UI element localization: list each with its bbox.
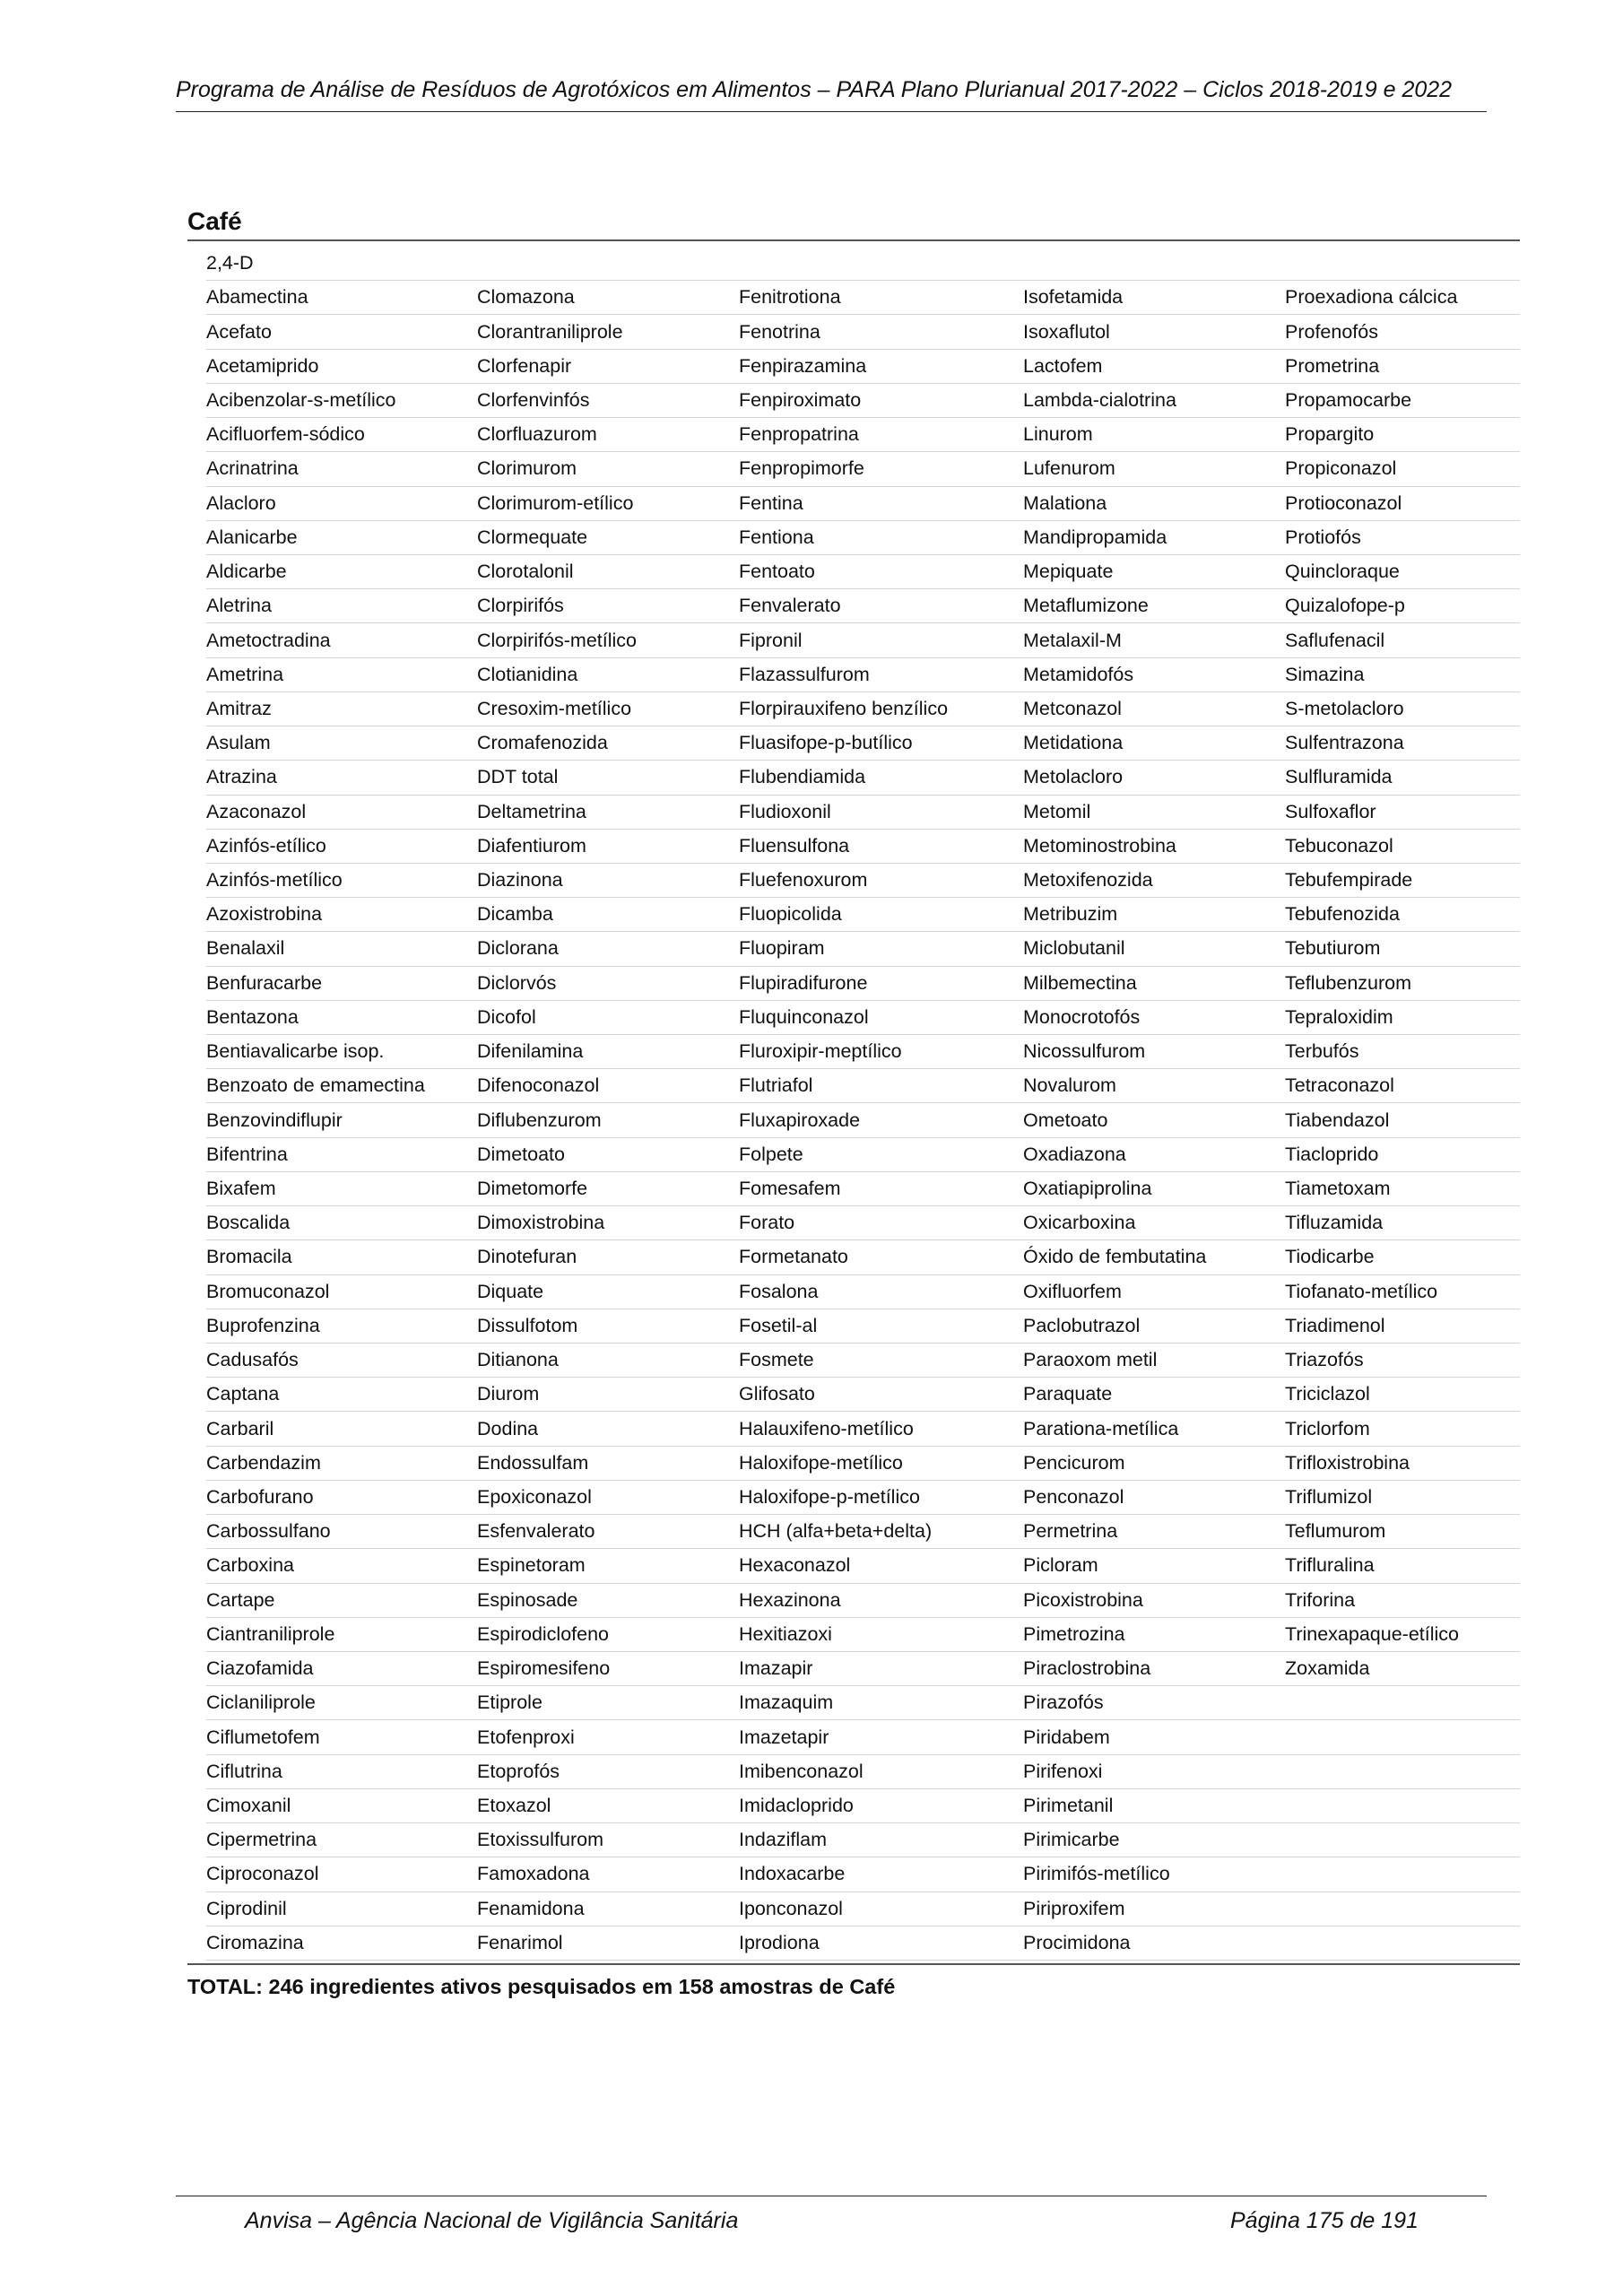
- table-cell: S-metolacloro: [1285, 697, 1404, 719]
- table-cell: Tifluzamida: [1285, 1212, 1384, 1234]
- table-cell: Metominostrobina: [1023, 834, 1176, 857]
- table-cell: Triciclazol: [1285, 1383, 1370, 1405]
- table-cell: Fluopicolida: [739, 903, 842, 926]
- table-cell: Esfenvalerato: [477, 1520, 595, 1543]
- table-cell: Clorpirifós: [477, 595, 564, 617]
- table-cell: Tebufempirade: [1285, 869, 1413, 891]
- table-cell: Bifentrina: [206, 1143, 288, 1165]
- table-cell: Mepiquate: [1023, 561, 1114, 583]
- table-row: [206, 1789, 1520, 1823]
- table-row: [206, 281, 1520, 315]
- table-cell: Fluroxipir-meptílico: [739, 1040, 902, 1063]
- table-cell: Parationa-metílica: [1023, 1417, 1179, 1439]
- table-cell: Pirimetanil: [1023, 1794, 1114, 1816]
- table-cell: Ametoctradina: [206, 629, 331, 651]
- table-cell: Ditianona: [477, 1349, 559, 1371]
- table-cell: Hexitiazoxi: [739, 1622, 832, 1645]
- table-cell: Oxifluorfem: [1023, 1280, 1122, 1302]
- table-cell: Paraquate: [1023, 1383, 1113, 1405]
- table-cell: Trifluralina: [1285, 1554, 1375, 1577]
- table-cell: Cadusafós: [206, 1349, 299, 1371]
- table-cell: Carbossulfano: [206, 1520, 331, 1543]
- table-cell: Fluefenoxurom: [739, 869, 868, 891]
- table-cell: Fluxapiroxade: [739, 1109, 861, 1131]
- table-cell: Haloxifope-p-metílico: [739, 1485, 920, 1508]
- table-cell: Clorfenvinfós: [477, 388, 590, 411]
- table-cell: Triclorfom: [1285, 1417, 1370, 1439]
- table-row: [206, 1275, 1520, 1309]
- table-cell: Metidationa: [1023, 732, 1124, 754]
- table-cell: Fenotrina: [739, 320, 820, 343]
- table-cell: Picloram: [1023, 1554, 1098, 1577]
- table-row: [206, 1206, 1520, 1240]
- table-cell: Tebuconazol: [1285, 834, 1393, 857]
- table-cell: Buprofenzina: [206, 1314, 320, 1336]
- table-cell: Benalaxil: [206, 937, 285, 960]
- table-cell: Aldicarbe: [206, 561, 287, 583]
- table-cell: Carboxina: [206, 1554, 294, 1577]
- table-row: [206, 1857, 1520, 1892]
- table-cell: HCH (alfa+beta+delta): [739, 1520, 933, 1543]
- table-cell: Abamectina: [206, 286, 308, 309]
- table-cell: Clorotalonil: [477, 561, 574, 583]
- table-cell: Fenitrotiona: [739, 286, 841, 309]
- table-cell: Fluensulfona: [739, 834, 850, 857]
- table-cell: Difenoconazol: [477, 1074, 600, 1097]
- table-row: [206, 1240, 1520, 1274]
- table-row: [206, 1926, 1520, 1961]
- table-cell: Ometoato: [1023, 1109, 1108, 1131]
- table-cell: Óxido de fembutatina: [1023, 1246, 1207, 1268]
- table-cell: Ciflutrina: [206, 1760, 282, 1782]
- table-cell: Imazapir: [739, 1657, 813, 1680]
- table-cell: Paraoxom metil: [1023, 1349, 1158, 1371]
- table-cell: Bromuconazol: [206, 1280, 330, 1302]
- table-cell: Tebutiurom: [1285, 937, 1381, 960]
- table-cell: Oxadiazona: [1023, 1143, 1126, 1165]
- table-cell: Asulam: [206, 732, 271, 754]
- table-cell: Folpete: [739, 1143, 803, 1165]
- table-cell: Metomil: [1023, 800, 1091, 822]
- table-row: [206, 898, 1520, 932]
- table-cell: Diazinona: [477, 869, 563, 891]
- table-cell: Zoxamida: [1285, 1657, 1370, 1680]
- table-cell: Formetanato: [739, 1246, 848, 1268]
- table-cell: Ametrina: [206, 663, 284, 685]
- total-summary: TOTAL: 246 ingredientes ativos pesquisados em 158 amostras de Café: [187, 1975, 896, 1998]
- table-cell: Metconazol: [1023, 697, 1122, 719]
- header-divider: [176, 111, 1487, 112]
- table-cell: Teflubenzurom: [1285, 971, 1412, 994]
- table-cell: Propiconazol: [1285, 457, 1397, 480]
- table-cell: Benzovindiflupir: [206, 1109, 343, 1131]
- table-row: [206, 1035, 1520, 1069]
- table-cell: Sulfoxaflor: [1285, 800, 1376, 822]
- table-cell: Fluasifope-p-butílico: [739, 732, 913, 754]
- table-row: [206, 521, 1520, 555]
- table-cell: Iprodiona: [739, 1931, 820, 1953]
- table-cell: Bromacila: [206, 1246, 292, 1268]
- table-cell: Ciazofamida: [206, 1657, 314, 1680]
- table-cell: Linurom: [1023, 423, 1093, 446]
- header-cell-col1: 2,4-D: [206, 252, 254, 274]
- table-cell: Flupiradifurone: [739, 971, 868, 994]
- table-cell: Diflubenzurom: [477, 1109, 602, 1131]
- table-cell: Florpirauxifeno benzílico: [739, 697, 949, 719]
- table-cell: Simazina: [1285, 663, 1365, 685]
- table-cell: Profenofós: [1285, 320, 1378, 343]
- table-bottom-border: [187, 1963, 1520, 1965]
- table-cell: DDT total: [477, 766, 559, 788]
- table-cell: Monocrotofós: [1023, 1005, 1141, 1028]
- table-cell: Tepraloxidim: [1285, 1005, 1393, 1028]
- table-row: [206, 864, 1520, 898]
- table-row: [206, 1549, 1520, 1583]
- table-cell: Oxatiapiprolina: [1023, 1178, 1152, 1200]
- table-cell: Diquate: [477, 1280, 544, 1302]
- table-cell: Clorfluazurom: [477, 423, 597, 446]
- table-row: [206, 350, 1520, 384]
- table-cell: Procimidona: [1023, 1931, 1131, 1953]
- table-cell: Acibenzolar-s-metílico: [206, 388, 396, 411]
- table-cell: Espinosade: [477, 1588, 578, 1611]
- table-cell: Fenpropimorfe: [739, 457, 864, 480]
- table-cell: Ciantraniliprole: [206, 1622, 335, 1645]
- table-cell: Benzoato de emamectina: [206, 1074, 425, 1097]
- table-row: [206, 692, 1520, 726]
- table-cell: Fentina: [739, 491, 803, 514]
- table-cell: Pirifenoxi: [1023, 1760, 1103, 1782]
- table-cell: Etofenproxi: [477, 1726, 575, 1748]
- table-cell: Novalurom: [1023, 1074, 1116, 1097]
- table-cell: Fenpiroximato: [739, 388, 862, 411]
- table-cell: Espiromesifeno: [477, 1657, 611, 1680]
- table-row: [206, 796, 1520, 830]
- table-cell: Tiodicarbe: [1285, 1246, 1375, 1268]
- table-cell: Fipronil: [739, 629, 803, 651]
- table-cell: Lambda-cialotrina: [1023, 388, 1176, 411]
- table-cell: Fludioxonil: [739, 800, 831, 822]
- table-row: [206, 967, 1520, 1001]
- table-cell: Azaconazol: [206, 800, 307, 822]
- table-cell: Clormequate: [477, 526, 588, 548]
- table-cell: Fenpropatrina: [739, 423, 859, 446]
- table-cell: Difenilamina: [477, 1040, 584, 1063]
- table-cell: Bixafem: [206, 1178, 276, 1200]
- table-cell: Forato: [739, 1212, 795, 1234]
- table-cell: Flubendiamida: [739, 766, 866, 788]
- table-cell: Trinexapaque-etílico: [1285, 1622, 1460, 1645]
- table-cell: Triazofós: [1285, 1349, 1364, 1371]
- table-cell: Miclobutanil: [1023, 937, 1125, 960]
- table-cell: Cartape: [206, 1588, 275, 1611]
- table-cell: Fenpirazamina: [739, 354, 867, 377]
- table-cell: Lufenurom: [1023, 457, 1115, 480]
- footer-agency: Anvisa – Agência Nacional de Vigilância Sanitária: [245, 2208, 739, 2233]
- table-row: [206, 1309, 1520, 1344]
- table-cell: Quizalofope-p: [1285, 595, 1405, 617]
- table-cell: Propargito: [1285, 423, 1375, 446]
- table-cell: Diclorvós: [477, 971, 557, 994]
- table-cell: Quincloraque: [1285, 561, 1400, 583]
- table-cell: Clorfenapir: [477, 354, 572, 377]
- table-row: [206, 1172, 1520, 1206]
- table-row: [206, 1481, 1520, 1515]
- table-row: [206, 1720, 1520, 1754]
- table-cell: Metalaxil-M: [1023, 629, 1122, 651]
- table-cell: Penconazol: [1023, 1485, 1124, 1508]
- table-cell: Indoxacarbe: [739, 1863, 846, 1885]
- table-cell: Isofetamida: [1023, 286, 1124, 309]
- table-cell: Imazaquim: [739, 1692, 834, 1714]
- table-cell: Triadimenol: [1285, 1314, 1385, 1336]
- table-cell: Ciproconazol: [206, 1863, 319, 1885]
- table-cell: Paclobutrazol: [1023, 1314, 1141, 1336]
- table-cell: Fenvalerato: [739, 595, 841, 617]
- table-cell: Fluquinconazol: [739, 1005, 869, 1028]
- table-row: [206, 1001, 1520, 1035]
- table-cell: Ciromazina: [206, 1931, 304, 1953]
- table-cell: Nicossulfurom: [1023, 1040, 1146, 1063]
- table-cell: Benfuracarbe: [206, 971, 323, 994]
- table-cell: Clorpirifós-metílico: [477, 629, 638, 651]
- table-cell: Deltametrina: [477, 800, 586, 822]
- table-cell: Aletrina: [206, 595, 272, 617]
- table-cell: Fentoato: [739, 561, 815, 583]
- table-cell: Etiprole: [477, 1692, 542, 1714]
- table-cell: Protiofós: [1285, 526, 1361, 548]
- table-cell: Atrazina: [206, 766, 277, 788]
- table-row: [206, 761, 1520, 795]
- table-cell: Azinfós-etílico: [206, 834, 326, 857]
- table-cell: Dicamba: [477, 903, 553, 926]
- table-cell: Oxicarboxina: [1023, 1212, 1136, 1234]
- table-cell: Etoxazol: [477, 1794, 551, 1816]
- table-cell: Famoxadona: [477, 1863, 590, 1885]
- table-cell: Saflufenacil: [1285, 629, 1385, 651]
- table-cell: Imidacloprido: [739, 1794, 854, 1816]
- table-row: [206, 487, 1520, 521]
- table-cell: Piriproxifem: [1023, 1897, 1125, 1919]
- table-cell: Cromafenozida: [477, 732, 608, 754]
- table-cell: Acetamiprido: [206, 354, 319, 377]
- table-cell: Cipermetrina: [206, 1829, 317, 1851]
- table-cell: Indaziflam: [739, 1829, 827, 1851]
- table-cell: Clorimurom: [477, 457, 577, 480]
- table-cell: Proexadiona cálcica: [1285, 286, 1458, 309]
- table-row: [206, 726, 1520, 761]
- table-cell: Fenarimol: [477, 1931, 563, 1953]
- table-cell: Flazassulfurom: [739, 663, 870, 685]
- table-cell: Hexazinona: [739, 1588, 841, 1611]
- running-header: Programa de Análise de Resíduos de Agrotóxicos em Alimentos – PARA Plano Plurianual 2017-2022 – Ciclos 2018-2019 e 2022: [176, 77, 1453, 102]
- table-cell: Acefato: [206, 320, 272, 343]
- table-cell: Etoprofós: [477, 1760, 560, 1782]
- table-cell: Epoxiconazol: [477, 1485, 592, 1508]
- table-row: [206, 1515, 1520, 1549]
- table-cell: Metolacloro: [1023, 766, 1124, 788]
- table-cell: Diurom: [477, 1383, 540, 1405]
- table-cell: Tiacloprido: [1285, 1143, 1379, 1165]
- table-row: [206, 1378, 1520, 1412]
- table-cell: Trifloxistrobina: [1285, 1451, 1410, 1474]
- table-cell: Dimetomorfe: [477, 1178, 588, 1200]
- table-row: [206, 1686, 1520, 1720]
- table-cell: Amitraz: [206, 697, 272, 719]
- table-cell: Alacloro: [206, 491, 276, 514]
- table-cell: Boscalida: [206, 1212, 291, 1234]
- table-cell: Pimetrozina: [1023, 1622, 1125, 1645]
- table-cell: Espinetoram: [477, 1554, 586, 1577]
- table-cell: Carbaril: [206, 1417, 274, 1439]
- table-cell: Dimetoato: [477, 1143, 565, 1165]
- table-cell: Carbendazim: [206, 1451, 321, 1474]
- table-cell: Pencicurom: [1023, 1451, 1125, 1474]
- table-row: [206, 1069, 1520, 1103]
- table-cell: Teflumurom: [1285, 1520, 1386, 1543]
- table-cell: Piridabem: [1023, 1726, 1110, 1748]
- table-top-border: [187, 239, 1520, 241]
- table-cell: Clotianidina: [477, 663, 578, 685]
- table-cell: Dissulfotom: [477, 1314, 578, 1336]
- table-cell: Dicofol: [477, 1005, 536, 1028]
- table-cell: Milbemectina: [1023, 971, 1137, 994]
- table-cell: Haloxifope-metílico: [739, 1451, 903, 1474]
- table-cell: Metoxifenozida: [1023, 869, 1153, 891]
- table-cell: Cimoxanil: [206, 1794, 291, 1816]
- table-cell: Malationa: [1023, 491, 1107, 514]
- table-row: [206, 452, 1520, 486]
- table-row: [206, 1755, 1520, 1789]
- table-row: [206, 315, 1520, 349]
- table-row: [206, 623, 1520, 657]
- table-row: [206, 384, 1520, 418]
- table-cell: Etoxissulfurom: [477, 1829, 603, 1851]
- table-cell: Mandipropamida: [1023, 526, 1167, 548]
- table-cell: Flutriafol: [739, 1074, 813, 1097]
- table-cell: Lactofem: [1023, 354, 1103, 377]
- table-cell: Sulfentrazona: [1285, 732, 1404, 754]
- table-cell: Iponconazol: [739, 1897, 843, 1919]
- table-cell: Clorantraniliprole: [477, 320, 623, 343]
- footer-page-number: Página 175 de 191: [1230, 2208, 1419, 2233]
- table-cell: Glifosato: [739, 1383, 815, 1405]
- table-cell: Metamidofós: [1023, 663, 1134, 685]
- table-cell: Metaflumizone: [1023, 595, 1149, 617]
- table-cell: Tiofanato-metílico: [1285, 1280, 1438, 1302]
- table-cell: Pirazofós: [1023, 1692, 1104, 1714]
- table-cell: Azinfós-metílico: [206, 869, 343, 891]
- table-cell: Bentazona: [206, 1005, 299, 1028]
- table-cell: Ciclaniliprole: [206, 1692, 316, 1714]
- table-cell: Pirimicarbe: [1023, 1829, 1120, 1851]
- table-cell: Carbofurano: [206, 1485, 314, 1508]
- section-title: Café: [187, 207, 242, 235]
- table-row: [206, 1892, 1520, 1926]
- table-cell: Fentiona: [739, 526, 814, 548]
- ingredients-table: [206, 247, 1520, 1961]
- table-cell: Captana: [206, 1383, 280, 1405]
- table-row: [206, 1412, 1520, 1446]
- table-row: [206, 1823, 1520, 1857]
- table-row: [206, 1447, 1520, 1481]
- table-cell: Tebufenozida: [1285, 903, 1400, 926]
- table-row: [206, 1618, 1520, 1652]
- table-cell: Sulfluramida: [1285, 766, 1393, 788]
- table-cell: Acrinatrina: [206, 457, 299, 480]
- table-cell: Diclorana: [477, 937, 559, 960]
- table-cell: Fluopiram: [739, 937, 825, 960]
- table-cell: Alanicarbe: [206, 526, 298, 548]
- table-cell: Dinotefuran: [477, 1246, 577, 1268]
- table-cell: Dodina: [477, 1417, 539, 1439]
- table-cell: Espirodiclofeno: [477, 1622, 610, 1645]
- table-row: [206, 658, 1520, 692]
- table-cell: Halauxifeno-metílico: [739, 1417, 914, 1439]
- table-cell: Acifluorfem-sódico: [206, 423, 365, 446]
- table-row: [206, 932, 1520, 966]
- table-row: [206, 1103, 1520, 1137]
- table-cell: Protioconazol: [1285, 491, 1402, 514]
- table-row: [206, 830, 1520, 864]
- table-cell: Propamocarbe: [1285, 388, 1412, 411]
- table-cell: Tetraconazol: [1285, 1074, 1394, 1097]
- table-cell: Hexaconazol: [739, 1554, 851, 1577]
- table-row: [206, 1652, 1520, 1686]
- table-cell: Tiametoxam: [1285, 1178, 1391, 1200]
- table-cell: Clomazona: [477, 286, 575, 309]
- table-header-row: [206, 247, 1520, 281]
- table-cell: Azoxistrobina: [206, 903, 323, 926]
- table-cell: Prometrina: [1285, 354, 1380, 377]
- table-cell: Clorimurom-etílico: [477, 491, 634, 514]
- table-cell: Ciprodinil: [206, 1897, 287, 1919]
- table-cell: Ciflumetofem: [206, 1726, 320, 1748]
- table-cell: Triflumizol: [1285, 1485, 1373, 1508]
- table-row: [206, 589, 1520, 623]
- table-cell: Dimoxistrobina: [477, 1212, 605, 1234]
- table-cell: Fenamidona: [477, 1897, 585, 1919]
- table-cell: Triforina: [1285, 1588, 1356, 1611]
- table-cell: Tiabendazol: [1285, 1109, 1390, 1131]
- table-cell: Endossulfam: [477, 1451, 589, 1474]
- table-cell: Terbufós: [1285, 1040, 1359, 1063]
- table-cell: Fosetil-al: [739, 1314, 818, 1336]
- table-row: [206, 1344, 1520, 1378]
- table-cell: Permetrina: [1023, 1520, 1118, 1543]
- table-cell: Imazetapir: [739, 1726, 829, 1748]
- table-row: [206, 555, 1520, 589]
- table-row: [206, 1138, 1520, 1172]
- table-row: [206, 418, 1520, 452]
- table-cell: Picoxistrobina: [1023, 1588, 1143, 1611]
- table-cell: Diafentiurom: [477, 834, 586, 857]
- table-cell: Cresoxim-metílico: [477, 697, 632, 719]
- table-cell: Fosmete: [739, 1349, 814, 1371]
- table-cell: Fosalona: [739, 1280, 819, 1302]
- table-cell: Metribuzim: [1023, 903, 1118, 926]
- table-row: [206, 1584, 1520, 1618]
- table-cell: Piraclostrobina: [1023, 1657, 1151, 1680]
- table-cell: Fomesafem: [739, 1178, 841, 1200]
- table-cell: Bentiavalicarbe isop.: [206, 1040, 385, 1063]
- table-cell: Isoxaflutol: [1023, 320, 1110, 343]
- table-cell: Pirimifós-metílico: [1023, 1863, 1170, 1885]
- table-cell: Imibenconazol: [739, 1760, 864, 1782]
